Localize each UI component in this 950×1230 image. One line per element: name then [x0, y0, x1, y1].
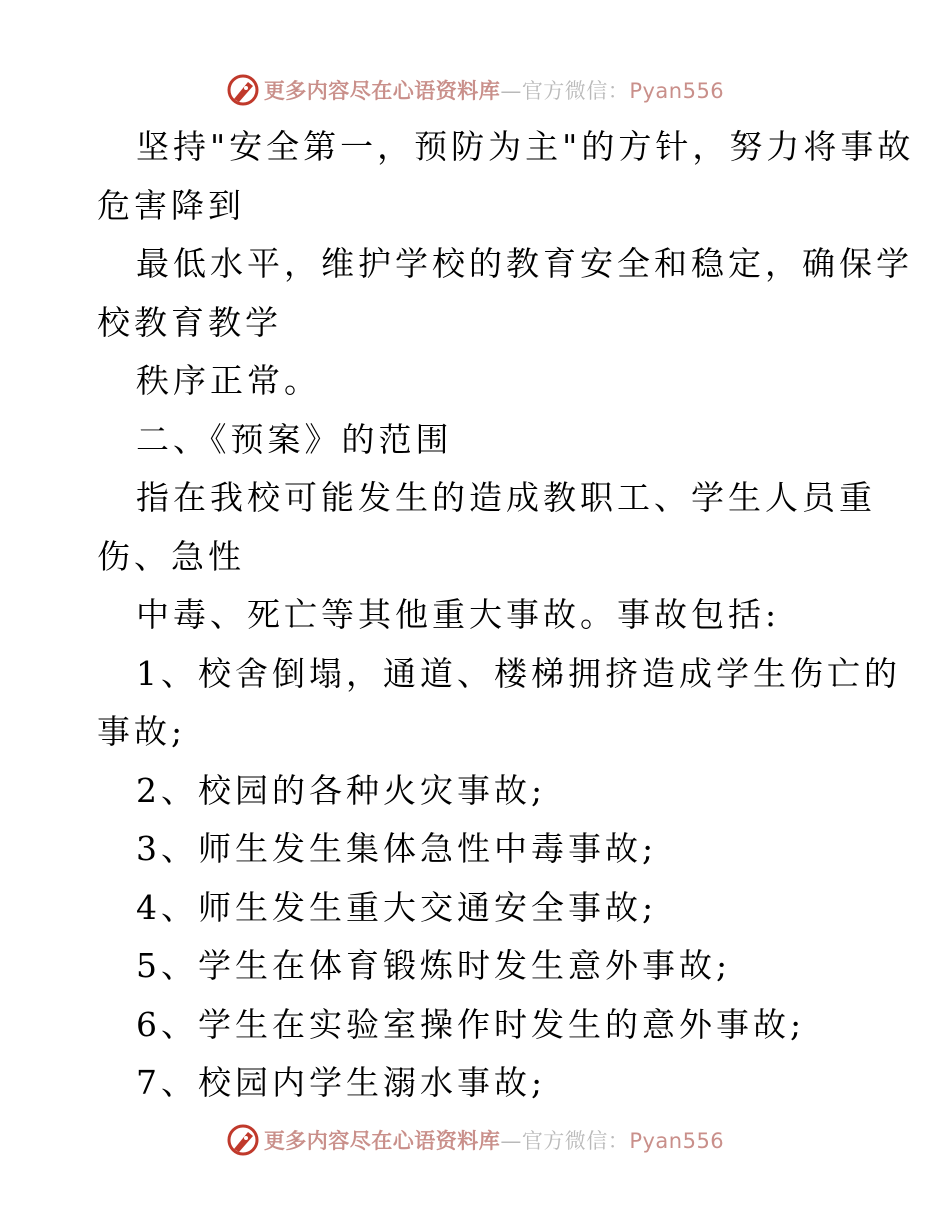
watermark-main: 更多内容尽在心语资料库	[263, 1129, 501, 1153]
list-item: 6、学生在实验室操作时发生的意外事故;	[136, 1004, 806, 1044]
paragraph-line: 秩序正常。	[136, 361, 321, 400]
paragraph-line: 中毒、死亡等其他重大事故。事故包括:	[136, 595, 781, 634]
section-heading: 二、《预案》的范围	[136, 419, 453, 459]
watermark-text	[264, 75, 724, 105]
watermark-main: 更多内容尽在心语资料库	[263, 79, 501, 103]
pen-nib-logo-icon	[226, 1123, 260, 1157]
list-item: 7、校园内学生溺水事故;	[136, 1063, 547, 1102]
paragraph-line: 最低水平，维护学校的教育安全和稳定，确保学	[136, 244, 913, 283]
watermark-text	[264, 1125, 724, 1155]
list-item: 1、校舍倒塌，通道、楼梯拥挤造成学生伤亡的	[136, 653, 901, 693]
document-body	[97, 118, 915, 1113]
list-item: 5、学生在体育锻炼时发生意外事故;	[136, 946, 732, 985]
pen-nib-logo-icon	[226, 73, 260, 107]
paragraph-line: 指在我校可能发生的造成教职工、学生人员重	[136, 478, 876, 517]
watermark-sub: 官方微信：	[521, 79, 630, 103]
footer-watermark	[0, 1120, 950, 1160]
watermark-account: Pyan556	[629, 1129, 725, 1153]
list-item: 3、师生发生集体急性中毒事故;	[136, 829, 658, 868]
list-item: 2、校园的各种火灾事故;	[136, 770, 547, 810]
header-watermark	[0, 70, 950, 110]
paragraph-line: 伤、急性	[97, 536, 245, 576]
list-item: 4、师生发生重大交通安全事故;	[136, 887, 658, 927]
paragraph-line: 校教育教学	[97, 302, 282, 342]
list-item-continuation: 事故;	[97, 712, 187, 751]
paragraph-line: 危害降到	[97, 185, 245, 225]
paragraph-line: 坚持"安全第一，预防为主"的方针，努力将事故	[136, 127, 915, 166]
watermark-separator: —	[500, 1129, 522, 1153]
watermark-separator: —	[500, 79, 522, 103]
watermark-account: Pyan556	[629, 79, 725, 103]
watermark-sub: 官方微信：	[521, 1129, 630, 1153]
